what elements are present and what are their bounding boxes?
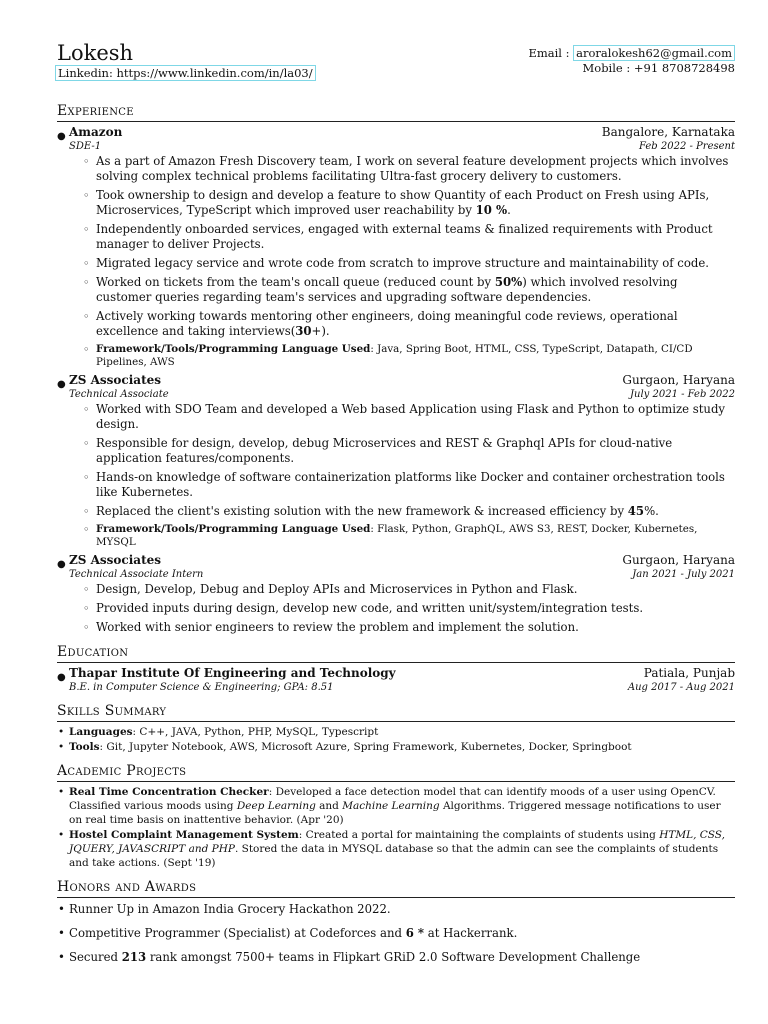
- job-entry: [57, 553, 735, 635]
- job-duties: [69, 154, 735, 369]
- candidate-name: Lokesh: [57, 41, 134, 65]
- skills-section: [57, 702, 735, 754]
- job-duty: ◦ Replaced the client's existing solution with the new framework & increased efficiency by 45%.: [96, 504, 735, 519]
- education-section: [57, 643, 735, 694]
- job-dates: July 2021 - Feb 2022: [630, 389, 735, 400]
- bullet-icon: ●: [57, 379, 66, 390]
- contact-block: [528, 46, 735, 76]
- bullet-icon: ●: [57, 672, 66, 683]
- projects-heading: Academic Projects: [57, 762, 735, 782]
- job-duty: ◦ Worked on tickets from the team's oncall queue (reduced count by 50%) which involved resolving customer queries regarding team's services and upgrading software dependencies.: [96, 275, 735, 305]
- job-role: Technical Associate: [69, 389, 169, 400]
- job-duties: [69, 402, 735, 549]
- job-duty: ◦ Design, Develop, Debug and Deploy APIs and Microservices in Python and Flask.: [96, 582, 735, 597]
- job-location: Gurgaon, Haryana: [622, 553, 735, 567]
- job-duty: ◦ Provided inputs during design, develop new code, and written unit/system/integration tests.: [96, 601, 735, 616]
- education-dates: Aug 2017 - Aug 2021: [627, 682, 735, 693]
- project-item: • Real Time Concentration Checker: Developed a face detection model that can identify moods of a user using OpenCV. Classified various moods using Deep Learning and Machine Learning Algorithms. Triggered message notifications to user on real time basis on inattentive behavior. (Apr '20): [69, 785, 735, 827]
- award-item: • Secured 213 rank amongst 7500+ teams in Flipkart GRiD 2.0 Software Development Challenge: [69, 950, 735, 965]
- job-duty: ◦ Worked with senior engineers to review the problem and implement the solution.: [96, 620, 735, 635]
- email-label: Email :: [528, 46, 574, 60]
- award-item: • Runner Up in Amazon India Grocery Hackathon 2022.: [69, 902, 735, 917]
- job-duty: ◦ Independently onboarded services, engaged with external teams & finalized requirements with Product manager to deliver Projects.: [96, 222, 735, 252]
- school-location: Patiala, Punjab: [643, 666, 735, 680]
- job-duty: ◦ Migrated legacy service and wrote code from scratch to improve structure and maintainability of code.: [96, 256, 735, 271]
- job-company: Amazon: [69, 125, 123, 139]
- job-dates: Feb 2022 - Present: [638, 141, 735, 152]
- job-duty: ◦ As a part of Amazon Fresh Discovery team, I work on several feature development projects which involves solving complex technical problems facilitating Ultra-fast grocery delivery to customers.: [96, 154, 735, 184]
- job-location: Bangalore, Karnataka: [601, 125, 735, 139]
- linkedin-link[interactable]: Linkedin: https://www.linkedin.com/in/la03/: [55, 65, 316, 81]
- projects-section: [57, 762, 735, 870]
- project-item: • Hostel Complaint Management System: Created a portal for maintaining the complaints of students using HTML, CSS, JQUERY, JAVASCRIPT and PHP. Stored the data in MYSQL database so that the admin can see the complaints of students and take actions. (Sept '19): [69, 828, 735, 870]
- education-heading: Education: [57, 643, 735, 663]
- experience-heading: Experience: [57, 102, 735, 122]
- experience-section: [57, 102, 735, 635]
- job-duty: ◦ Actively working towards mentoring other engineers, doing meaningful code reviews, operational excellence and taking interviews(30+).: [96, 309, 735, 339]
- job-tools: ◦ Framework/Tools/Programming Language Used: Flask, Python, GraphQL, AWS S3, REST, Docker, Kubernetes, MYSQL: [96, 523, 735, 549]
- awards-section: [57, 878, 735, 965]
- job-duties: [69, 582, 735, 635]
- education-entry: [57, 666, 735, 694]
- mobile-number: Mobile : +91 8708728498: [582, 61, 735, 75]
- bullet-icon: ●: [57, 559, 66, 570]
- skills-list: [57, 725, 735, 754]
- job-tools: ◦ Framework/Tools/Programming Language Used: Java, Spring Boot, HTML, CSS, TypeScript, Datapath, CI/CD Pipelines, AWS: [96, 343, 735, 369]
- resume-page: [57, 40, 735, 974]
- email-link[interactable]: aroralokesh62@gmail.com: [573, 45, 735, 61]
- job-company: ZS Associates: [69, 553, 162, 567]
- job-entry: [57, 125, 735, 369]
- skill-item: • Languages: C++, JAVA, Python, PHP, MySQL, Typescript: [69, 725, 735, 739]
- award-item: • Competitive Programmer (Specialist) at Codeforces and 6 * at Hackerrank.: [69, 926, 735, 941]
- job-location: Gurgaon, Haryana: [622, 373, 735, 387]
- job-duty: ◦ Worked with SDO Team and developed a Web based Application using Flask and Python to optimize study design.: [96, 402, 735, 432]
- skill-item: • Tools: Git, Jupyter Notebook, AWS, Microsoft Azure, Spring Framework, Kubernetes, Docker, Springboot: [69, 740, 735, 754]
- bullet-icon: ●: [57, 131, 66, 142]
- job-duty: ◦ Hands-on knowledge of software containerization platforms like Docker and container orchestration tools like Kubernetes.: [96, 470, 735, 500]
- job-dates: Jan 2021 - July 2021: [632, 569, 735, 580]
- job-entry: [57, 373, 735, 549]
- job-company: ZS Associates: [69, 373, 162, 387]
- job-role: Technical Associate Intern: [69, 569, 204, 580]
- job-role: SDE-1: [69, 141, 102, 152]
- awards-list: [57, 902, 735, 965]
- awards-heading: Honors and Awards: [57, 878, 735, 898]
- projects-list: [57, 785, 735, 870]
- resume-header: [57, 40, 735, 100]
- school-name: Thapar Institute Of Engineering and Technology: [69, 666, 396, 680]
- job-duty: ◦ Responsible for design, develop, debug Microservices and REST & Graphql APIs for cloud-native application features/components.: [96, 436, 735, 466]
- degree: B.E. in Computer Science & Engineering; GPA: 8.51: [69, 682, 334, 693]
- job-duty: ◦ Took ownership to design and develop a feature to show Quantity of each Product on Fresh using APIs, Microservices, TypeScript which improved user reachability by 10 %.: [96, 188, 735, 218]
- skills-heading: Skills Summary: [57, 702, 735, 722]
